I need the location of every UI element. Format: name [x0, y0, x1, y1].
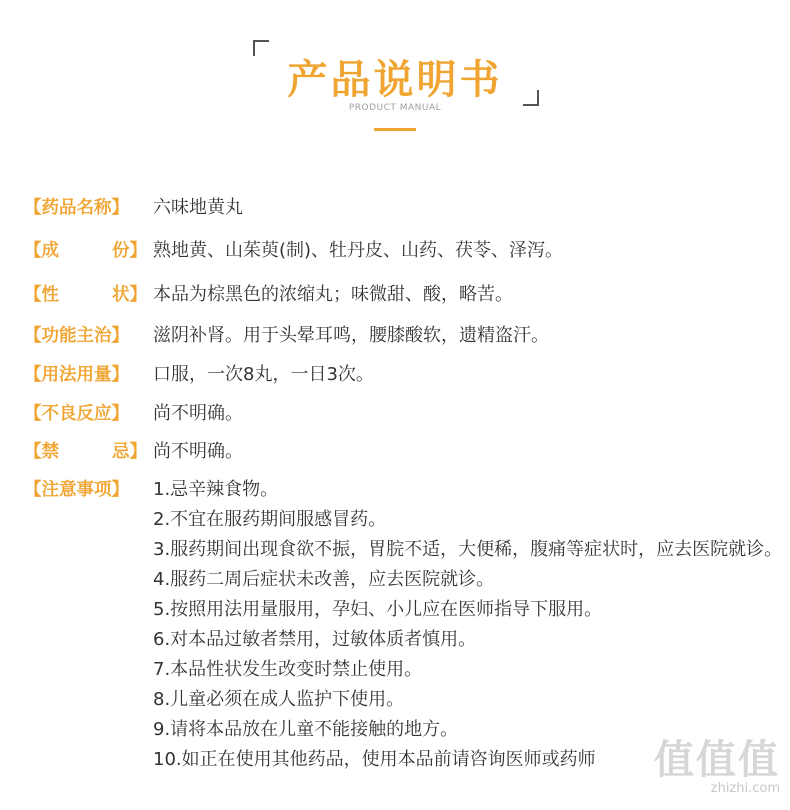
- field-label: 【不良反应】: [24, 404, 129, 424]
- field-row-dosage: [24, 360, 784, 390]
- field-value: 本品为棕黑色的浓缩丸；味微甜、酸，略苦。: [153, 284, 513, 305]
- list-item: 9.请将本品放在儿童不能接触的地方。: [153, 719, 459, 740]
- field-row-ingredients: [24, 236, 784, 266]
- title-underline: [374, 128, 416, 131]
- list-item: 6.对本品过敏者禁用，过敏体质者慎用。: [153, 629, 477, 650]
- field-value: 六味地黄丸: [153, 197, 243, 218]
- field-row-contraindications: [24, 437, 784, 467]
- field-value: 熟地黄、山茱萸(制)、牡丹皮、山药、茯苓、泽泻。: [153, 240, 564, 261]
- watermark-url: zhizhi.com: [710, 781, 780, 796]
- manual-fields: [24, 193, 784, 775]
- field-row-adverse-reactions: [24, 399, 784, 429]
- field-value: 尚不明确。: [153, 441, 243, 462]
- field-label: 【功能主治】: [24, 326, 129, 346]
- page-subtitle: PRODUCT MANUAL: [348, 103, 442, 113]
- field-value: 尚不明确。: [153, 403, 243, 424]
- list-item: 5.按照用法用量服用，孕妇、小儿应在医师指导下服用。: [153, 599, 603, 620]
- list-item: 7.本品性状发生改变时禁止使用。: [153, 659, 423, 680]
- field-label: 【药品名称】: [24, 198, 129, 218]
- field-row-name: [24, 193, 784, 223]
- list-item: 4.服药二周后症状未改善，应去医院就诊。: [153, 569, 495, 590]
- field-label: 【成 份】: [24, 241, 147, 261]
- field-row-properties: [24, 280, 784, 310]
- list-item: 8.儿童必须在成人监护下使用。: [153, 689, 405, 710]
- field-label: 【性 状】: [24, 285, 147, 305]
- watermark-logo: 值值值: [654, 737, 780, 783]
- watermark: [654, 728, 780, 796]
- field-label: 【禁 忌】: [24, 442, 147, 462]
- list-item: 10.如正在使用其他药品，使用本品前请咨询医师或药师: [153, 749, 596, 770]
- field-row-indications: [24, 321, 784, 351]
- field-label: 【用法用量】: [24, 365, 129, 385]
- field-label: 【注意事项】: [24, 480, 129, 500]
- list-item: 3.服药期间出现食欲不振，胃脘不适，大便稀，腹痛等症状时，应去医院就诊。: [153, 539, 783, 560]
- title-corner-bottom-right: [523, 90, 539, 106]
- page-title: 产品说明书: [287, 57, 503, 103]
- field-value: 滋阴补肾。用于头晕耳鸣，腰膝酸软，遗精盗汗。: [153, 325, 549, 346]
- field-value: 口服，一次8丸，一日3次。: [153, 364, 374, 385]
- list-item: 2.不宜在服药期间服感冒药。: [153, 509, 387, 530]
- list-item: 1.忌辛辣食物。: [153, 479, 279, 500]
